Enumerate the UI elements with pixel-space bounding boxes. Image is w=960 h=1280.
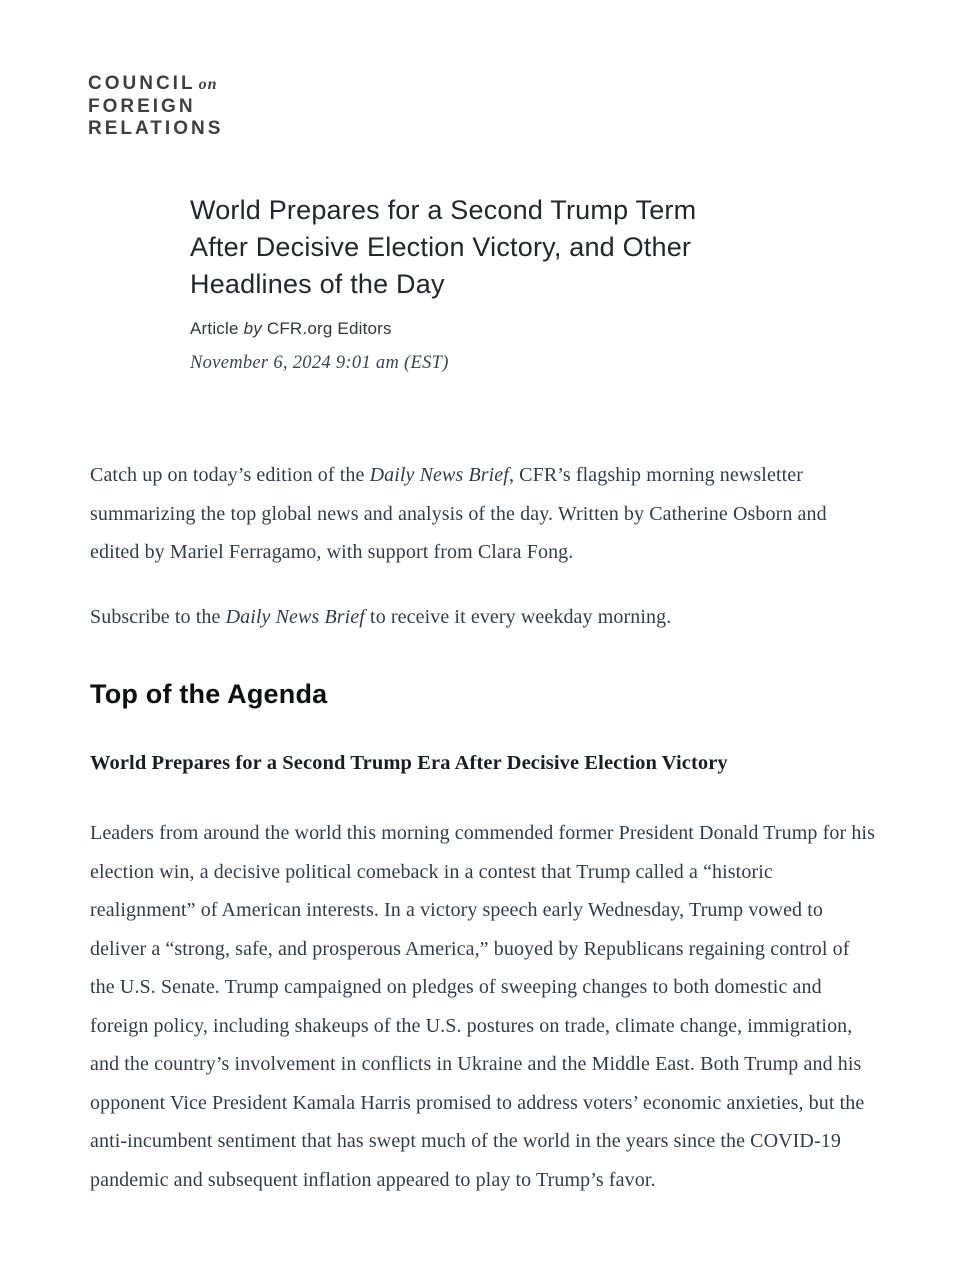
cfr-logo[interactable]: [88, 0, 308, 140]
logo-line-1: COUNCIL on: [88, 73, 218, 94]
intro-text: , CFR’s flagship morning newsletter summarizing the top global news and analysis of the day. Written by Catherine Osborn and edited by Mariel Ferragamo, with support from Clara Fong.: [90, 464, 827, 563]
article-title-line: Headlines of the Day: [190, 269, 445, 299]
article-title-line: World Prepares for a Second Trump Term: [190, 195, 697, 225]
byline-author: CFR.org Editors: [266, 319, 392, 338]
logo-line-3: RELATIONS: [88, 118, 224, 139]
intro-paragraph: [90, 456, 876, 572]
byline-by-label: by: [243, 319, 262, 338]
subscribe-text: Subscribe to the: [90, 605, 226, 628]
article-header: [190, 192, 810, 374]
daily-news-brief-title: Daily News Brief: [225, 605, 365, 628]
logo-line-2: FOREIGN: [88, 96, 196, 117]
byline-type-label: Article: [190, 319, 239, 338]
article-byline: [190, 319, 810, 339]
logo-on-script: on: [198, 76, 218, 93]
agenda-headline: World Prepares for a Second Trump Era After Decisive Election Victory: [90, 752, 728, 774]
agenda-paragraph: Leaders from around the world this morning commended former President Donald Trump for his election win, a decisive political comeback in a contest that Trump called a “historic realignment” of American interests. In a victory speech early Wednesday, Trump vowed to deliver a “strong, safe, and prosperous America,” buoyed by Republicans regaining control of the U.S. Senate. Trump campaigned on pledges of sweeping changes to both domestic and foreign policy, including shakeups of the U.S. postures on trade, climate change, immigration, and the country’s involvement in conflicts in Ukraine and the Middle East. Both Trump and his opponent Vice President Kamala Harris promised to address voters’ economic anxieties, but the anti-incumbent sentiment that has swept much of the world in the years since the COVID-19 pandemic and subsequent inflation appeared to play to Trump’s favor.: [90, 822, 875, 1191]
article-date: November 6, 2024 9:01 am (EST): [190, 353, 449, 373]
subscribe-text: to receive it every weekday morning.: [364, 605, 672, 628]
intro-text: Catch up on today’s edition of the: [90, 464, 370, 486]
subscribe-paragraph: [90, 598, 876, 637]
article-title-line: After Decisive Election Victory, and Other: [190, 232, 692, 262]
article-body: [90, 456, 876, 1199]
article-title: [190, 192, 810, 303]
section-title-top-of-agenda: Top of the Agenda: [90, 679, 328, 709]
daily-news-brief-title: Daily News Brief: [369, 464, 509, 486]
